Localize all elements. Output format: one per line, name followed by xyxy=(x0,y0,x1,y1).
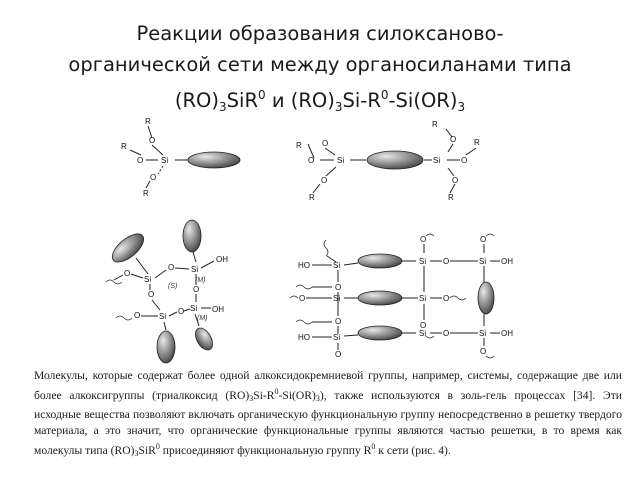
si-label: Si xyxy=(144,275,152,284)
si-label: Si xyxy=(190,304,198,313)
organic-group-ellipse xyxy=(358,254,402,268)
o-label: O xyxy=(148,290,155,299)
r-label: R xyxy=(448,193,454,202)
oh-label: OH xyxy=(501,257,513,266)
network-sir0 xyxy=(106,220,228,363)
r-label: R xyxy=(432,120,438,129)
organic-group-ellipse xyxy=(478,282,494,314)
organic-group-ellipse xyxy=(358,291,402,305)
o-label: O xyxy=(420,235,427,244)
o-label: O xyxy=(443,329,450,338)
o-label: O xyxy=(168,263,175,272)
r-label: R xyxy=(474,138,480,147)
o-label: O xyxy=(480,347,487,356)
organic-group-ellipse xyxy=(367,151,423,169)
organic-group-ellipse xyxy=(108,229,149,267)
o-label: O xyxy=(137,156,144,165)
si-label: Si xyxy=(191,265,199,274)
title-line-2: органической сети между органосиланами типа xyxy=(68,53,572,76)
o-label: O xyxy=(299,294,306,303)
si-label: Si xyxy=(419,294,427,303)
organic-group-ellipse xyxy=(188,152,240,168)
si-label: Si xyxy=(479,257,487,266)
monomer-bridged xyxy=(296,120,480,202)
network-bridged xyxy=(290,234,513,359)
o-label: O xyxy=(150,173,157,182)
s-label: (S) xyxy=(168,283,178,290)
o-label: O xyxy=(193,285,200,294)
figure-caption: Молекулы, которые содержат более одной алкоксидокремниевой группы, например, системы, содержащие две или более алкоксигруппы (триалкоксид $(RO)_3Si-R^0-Si(OR)_3$), также используются в золь-гель процессах [34]. Эти исходные вещества позволяют включать органическую функциональную группу непосредственно в решетку твердого материала, а это значит, что органические функциональные группы являются частью решетки, в то время как молекулы типа $(RO)_3SiR^0$ присоединяют функциональную группу $R^0$ к сети (рис. 4). xyxy=(34,369,622,458)
title-line-1: Реакции образования силоксаново- xyxy=(136,22,504,45)
m-label: (M) xyxy=(197,315,208,322)
o-label: O xyxy=(420,321,427,330)
si-label: Si xyxy=(419,329,427,338)
o-label: O xyxy=(321,176,328,185)
r-label: R xyxy=(145,117,151,126)
si-label: Si xyxy=(159,312,167,321)
title-line-3: $(RO)_3SiR^0$ и $(RO)_3Si-R^0-Si(OR)_3$ xyxy=(174,88,466,114)
ho-label: HO xyxy=(298,261,310,270)
o-label: O xyxy=(124,269,131,278)
oh-label: OH xyxy=(501,329,513,338)
si-label: Si xyxy=(333,261,341,270)
oh-label: OH xyxy=(212,305,224,314)
o-label: O xyxy=(443,294,450,303)
r-label: R xyxy=(143,189,149,198)
o-label: O xyxy=(149,136,156,145)
o-label: O xyxy=(480,235,487,244)
organic-group-ellipse xyxy=(183,220,201,252)
organic-group-ellipse xyxy=(358,326,402,340)
o-label: O xyxy=(443,257,450,266)
si-label: Si xyxy=(433,156,441,165)
si-label: Si xyxy=(333,294,341,303)
organic-group-ellipse xyxy=(157,331,175,363)
si-label: Si xyxy=(479,329,487,338)
si-label: Si xyxy=(161,156,169,165)
o-label: O xyxy=(308,156,315,165)
o-label: O xyxy=(461,156,468,165)
o-label: O xyxy=(452,176,459,185)
ho-label: HO xyxy=(298,333,310,342)
o-label: O xyxy=(335,283,342,292)
o-label: O xyxy=(450,135,457,144)
si-label: Si xyxy=(333,333,341,342)
o-label: O xyxy=(322,139,329,148)
o-label: O xyxy=(178,307,185,316)
m-label: (M) xyxy=(195,277,206,284)
r-label: R xyxy=(309,193,315,202)
organic-group-ellipse xyxy=(192,325,216,353)
o-label: O xyxy=(134,311,141,320)
si-label: Si xyxy=(419,257,427,266)
r-label: R xyxy=(121,142,127,151)
r-label: R xyxy=(296,141,302,150)
o-label: O xyxy=(335,350,342,359)
o-label: O xyxy=(335,317,342,326)
monomer-sir0 xyxy=(121,117,240,198)
oh-label: OH xyxy=(216,255,228,264)
si-label: Si xyxy=(337,156,345,165)
